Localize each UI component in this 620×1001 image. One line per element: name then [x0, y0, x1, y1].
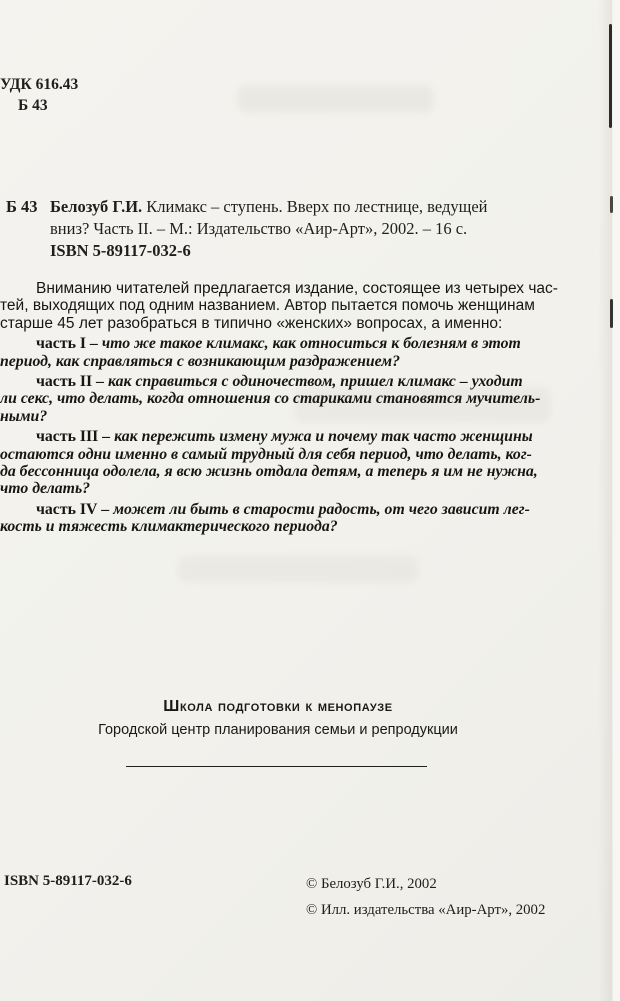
catalog-title: Климакс – ступень. Вверх по лестнице, ведущей: [142, 197, 488, 216]
part-2-description: [0, 373, 558, 425]
copyright-publisher: © Илл. издательства «Аир-Арт», 2002: [306, 902, 546, 918]
part-line: ли секс, что делать, когда отношения со стариками становятся мучитель-: [0, 390, 541, 408]
part-text: – как пережить измену мужа и почему так часто женщины: [98, 428, 533, 446]
part-line: да бессонница одолела, я всю жизнь отдала детям, а теперь я им не нужна,: [0, 463, 538, 481]
annotation-line: тей, выходящих под одним названием. Автор пытается помочь женщинам: [0, 297, 535, 315]
catalog-isbn: ISBN 5-89117-032-6: [50, 241, 191, 260]
part-line: период, как справляться с возникающим раздражением?: [0, 352, 400, 370]
bleedthrough-smudge: [178, 556, 418, 582]
part-line: [0, 335, 558, 352]
part-line: кость и тяжесть климактерического периода?: [0, 518, 338, 536]
part-label: часть IV: [36, 500, 98, 518]
footer-isbn: ISBN 5-89117-032-6: [4, 873, 132, 889]
annotation-line: Вниманию читателей предлагается издание, состоящее из четырех час-: [36, 280, 558, 297]
author-sign: Б 43: [18, 97, 48, 114]
catalog-author: Белозуб Г.И.: [50, 197, 143, 216]
part-3-description: [0, 428, 558, 498]
scan-edge-mark: [610, 196, 613, 213]
catalog-entry-line: [50, 196, 558, 218]
catalog-entry-line: вниз? Часть II. – М.: Издательство «Аир-Арт», 2002. – 16 с.: [50, 219, 468, 238]
copyright-author: © Белозуб Г.И., 2002: [306, 876, 437, 892]
part-line: [0, 373, 558, 390]
part-text: – может ли быть в старости радость, от чего зависит лег-: [97, 500, 530, 518]
imprint-block: [0, 697, 556, 738]
classification-block: [0, 74, 78, 116]
annotation-paragraph: [0, 280, 558, 332]
school-title: Школа подготовки к менопаузе: [163, 698, 393, 715]
page-edge-shadow: [598, 0, 612, 1001]
part-4-description: [0, 501, 558, 536]
part-line: ными?: [0, 407, 48, 425]
part-line: [0, 428, 558, 445]
part-line: что делать?: [0, 480, 91, 498]
center-subtitle: Городской центр планирования семьи и репродукции: [98, 722, 458, 738]
copyright-block: [306, 871, 545, 923]
annotation-line: старше 45 лет разобраться в типично «женских» вопросах, а именно:: [0, 314, 503, 332]
part-label: часть III: [36, 428, 99, 446]
part-line: остаются одни именно в самый трудный для себя период, что делать, ког-: [0, 445, 532, 463]
bleedthrough-smudge: [238, 86, 433, 112]
separator-rule: [126, 766, 427, 767]
catalog-entry-text: [50, 196, 558, 262]
catalog-entry-code: Б 43: [6, 197, 38, 216]
scan-edge-mark: [610, 299, 613, 328]
udk-number: УДК 616.43: [0, 76, 79, 93]
catalog-entry: [6, 196, 558, 262]
part-label: часть II: [36, 373, 93, 391]
part-text: – как справиться с одиночеством, пришел климакс – уходит: [92, 373, 523, 391]
scan-edge-mark: [609, 24, 612, 128]
page-edge-strip: [613, 0, 620, 1001]
part-label: часть I: [36, 335, 87, 353]
part-1-description: [0, 335, 558, 370]
annotation-and-parts: [0, 280, 558, 536]
part-text: – что же такое климакс, как относиться к болезням в этот: [86, 335, 521, 353]
part-line: [0, 501, 558, 518]
